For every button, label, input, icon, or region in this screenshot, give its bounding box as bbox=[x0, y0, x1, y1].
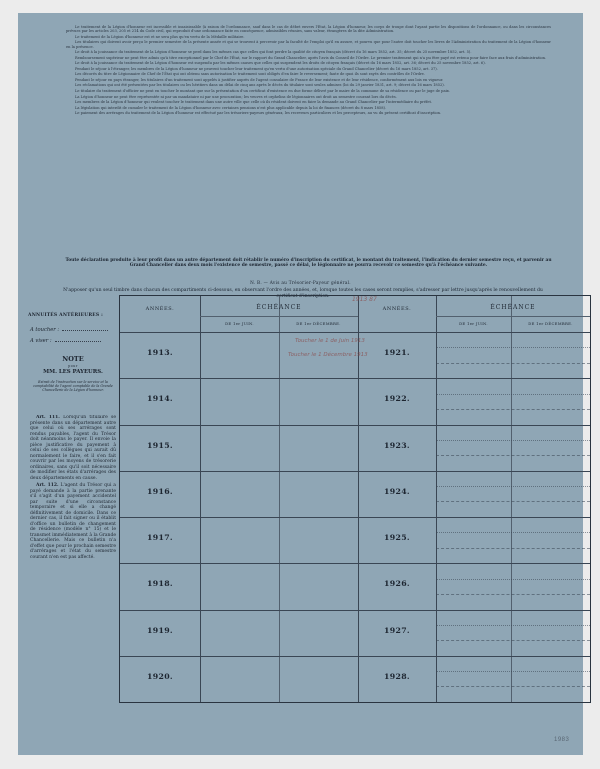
nb-title: N. B. — Avis au Trésorier-Payeur général. bbox=[250, 280, 351, 285]
decree-paragraph: Les membres de la Légion d'honneur qui veulent toucher le traitement dans une autre ville que celle où ils résident doivent en faire la demande au Grand Chancelier par l'intermédiaire du préfet. bbox=[75, 100, 433, 105]
article-112-label: Art. 112. bbox=[36, 483, 59, 488]
decree-paragraph: Le droit à la jouissance du traitement de la Légion d'honneur se perd dans les mêmes cas que celles qui font perdre la qualité de citoyen français (décret du 16 mars 1852, art. 35; décret du 25 novembre 1852, art. 5). bbox=[75, 50, 472, 55]
years-header-right: ANNÉES. bbox=[382, 306, 412, 312]
note-extract: Extrait de l'instruction sur le service et la comptabilité de l'agent comptable de la Grande Chancellerie de la Légion d'honneur. bbox=[33, 380, 113, 393]
article-111-label: Art. 111. bbox=[36, 415, 60, 420]
note-body bbox=[30, 415, 116, 705]
toucher-field bbox=[30, 327, 108, 333]
handwritten-dec-1913: Toucher le 1 Décembre 1913 bbox=[288, 352, 368, 358]
stamp-instruction: N'apposer qu'un seul timbre dans chacun des compartiments ci-dessous, en observant l'ordre des années, et, lorsque toutes les cases seront remplies, s'adresser par lettre jusqu'après le renouvellement du certificat d'inscription. bbox=[63, 288, 543, 299]
bold-notice: Toute déclaration produite à leur profit dans un autre département doit rétablir le numéro d'inscription du certificat, le montant du traitement, l'indication du dernier semestre reçu, et parvenir au Grand Chancelier dans deux mois l'existence de semestre, passé ce délai, le légionnaire ne pourra recevoir ce semestre qu'à l'échéance suivante. bbox=[65, 258, 552, 269]
viser-label: A viser : bbox=[30, 338, 52, 344]
decembre-header-right: DE 1er DÉCEMBRE. bbox=[528, 321, 573, 326]
handwritten-juin-1913: Toucher le 1 de Juin 1913 bbox=[295, 338, 365, 344]
years-header-left: ANNÉES. bbox=[145, 306, 175, 312]
year-left: 1914. bbox=[147, 394, 173, 404]
year-right: 1927. bbox=[384, 625, 410, 635]
year-left: 1913. bbox=[147, 348, 173, 358]
year-right: 1925. bbox=[384, 533, 410, 543]
year-right: 1921. bbox=[384, 348, 410, 358]
viser-field bbox=[30, 338, 101, 344]
year-left: 1916. bbox=[147, 486, 173, 496]
note-pour: pour bbox=[68, 364, 78, 368]
year-left: 1915. bbox=[147, 440, 173, 450]
juin-header-left: DE 1er JUIN. bbox=[225, 321, 254, 326]
decembre-header-left: DE 1er DÉCEMBRE. bbox=[296, 321, 341, 326]
decree-paragraph: La Légion d'honneur ne peut être représentée ni par un mandataire ni par une procuration; les veuves et orphelins de légionnaires ont droit au semestre courant lors du décès. bbox=[75, 94, 397, 99]
stamp-number: 1983 bbox=[554, 737, 570, 743]
year-left: 1919. bbox=[147, 625, 173, 635]
decree-paragraph: Le traitement de la Légion d'honneur est incessible et insaisissable (à raison de l'ordonnance, sauf dans le cas de débet envers l'État, la Légion d'honneur, les corps de troupe dont l'ayant partie les dispositions de l'ordonnance, ou dans les circonstances prévues par les articles 203, 205 et 214 du Code civil, qui reproduit d'une ordonnance faite en conséquence, admissibles réunies, sans valeur, étrangères de la dite Administration. bbox=[66, 25, 551, 34]
decree-paragraph: Les titulaires qui doivent avoir perçu le premier semestre de la présente année et qui se trouvent à percevoir par la faculté de l'emploi qu'il en assure, et pourvu que pour l'autre doit toucher les livres de l'Administration du traitement de la Légion d'honneur en la présence. bbox=[66, 40, 551, 49]
decree-text-block bbox=[66, 25, 551, 263]
article-112-text: L'agent du Trésor qui a payé demande à la partie prenante s'il s'agit d'un payement accidentel par suite d'une circonstance temporaire et si elle a changé définitivement de domicile. Dans ce dernier cas, il fait signer ou il établit d'office un bulletin de changement de résidence (modèle n° 15) et le transmet immédiatement à la Grande Chancellerie. Mais ce bulletin n'a d'effet que pour le prochain semestre d'arrérages et l'état du semestre courant n'en est pas affecté. bbox=[30, 483, 116, 560]
year-right: 1928. bbox=[384, 671, 410, 681]
decree-paragraph: La législation qui interdit de cumuler le traitement de la Légion d'honneur avec certaines pensions n'est plus applicable depuis la loi de finances (décret du 8 mars 1858). bbox=[75, 105, 387, 110]
year-left: 1917. bbox=[147, 533, 173, 543]
year-right: 1926. bbox=[384, 579, 410, 589]
toucher-label: A toucher : bbox=[30, 327, 60, 333]
article-112 bbox=[30, 483, 116, 560]
echeance-header-left: ÉCHÉANCE bbox=[256, 304, 302, 311]
decree-paragraph: Les réclamations qui ont été présentées par les titulaires ou les héritiers dans un délai de cinq ans après le décès du titulaire sont seules admises (loi du 29 janvier 1831, art. 9; décret du 16 mars 1852). bbox=[75, 83, 445, 88]
document-sheet bbox=[18, 13, 583, 755]
decree-paragraph: Remboursement supérieur ne peut être admis qu'à titre exceptionnel par le Chef de l'État, sur le rapport du Grand Chancelier, après l'avis du Conseil de l'Ordre. Le premier traitement qui n'a pu être payé est retenu pour faire face aux frais d'administration. bbox=[75, 55, 547, 60]
note-title: NOTE bbox=[62, 355, 84, 363]
year-left: 1920. bbox=[147, 671, 173, 681]
decree-paragraph: Le droit à la jouissance du traitement de la Légion d'honneur est suspendu par les mêmes causes que celles qui suspendent les droits de citoyen français (décret du 16 mars 1852, art. 36; décret du 25 novembre 1852, art. 6). bbox=[75, 61, 486, 66]
decree-paragraph: Le titulaire du traitement d'officier ne peut en toucher le montant que sur la présentation d'un certificat d'existence en due forme délivré par le maire de la commune de sa résidence ou par le juge de paix. bbox=[75, 89, 450, 93]
year-right: 1924. bbox=[384, 486, 410, 496]
echeance-header-right: ÉCHÉANCE bbox=[490, 304, 536, 311]
decree-paragraph: Pendant le séjour en pays étranger, les titulaires d'un traitement sont appelés à justifier auprès de l'agent consulaire de France de leur existence et de leur résidence, conformément aux lois en vigueur. bbox=[75, 77, 444, 82]
decree-paragraph: Les décorés du titre de Légionnaire de Chef de l'État qui ont obtenu sans autorisation le traitement sont obligés d'en faire le reversement; faute de quoi ils sont rayés des contrôles de l'Ordre. bbox=[75, 72, 425, 77]
annuites-label: ANNUITÉS ANTÉRIEURES : bbox=[28, 313, 103, 318]
left-note-column bbox=[28, 313, 118, 703]
year-left: 1918. bbox=[147, 579, 173, 589]
payment-grid bbox=[119, 295, 591, 703]
handwritten-header-note: 1913 87 bbox=[352, 296, 377, 303]
article-111-text: Lorsqu'un titulaire se présente dans un département autre que celui où ses arrérages sont rendus payables, l'agent du Trésor doit néanmoins le payer. Il envoie la pièce justificative du payement à celui de ses collègues qui aurait dû normalement le faire, et il s'en fait couvrir par les moyens de trésorerie ordinaires, sans qu'il soit nécessaire de modifier les états d'arrérages des deux départements en cause. bbox=[30, 415, 116, 481]
article-111 bbox=[30, 415, 116, 481]
decree-paragraph: Pendant le séjour à l'étranger, les membres de la Légion d'honneur ne peuvent toucher leur traitement qu'en vertu d'une autorisation spéciale du Grand Chancelier (décret du 16 mars 1852, art. 37). bbox=[75, 66, 438, 71]
decree-paragraph: Le paiement des arrérages du traitement de la Légion d'honneur est effectué par les trésoriers-payeurs généraux, les receveurs particuliers et les percepteurs, au vu du présent certificat d'inscription. bbox=[75, 111, 442, 116]
year-right: 1922. bbox=[384, 394, 410, 404]
note-payeurs: MM. LES PAYEURS. bbox=[43, 369, 103, 375]
decree-paragraph: Le traitement de la Légion d'honneur est et ne sera plus qu'en vertu de la Médaille militaire. bbox=[75, 34, 245, 39]
year-right: 1923. bbox=[384, 440, 410, 450]
juin-header-right: DE 1er JUIN. bbox=[459, 321, 488, 326]
